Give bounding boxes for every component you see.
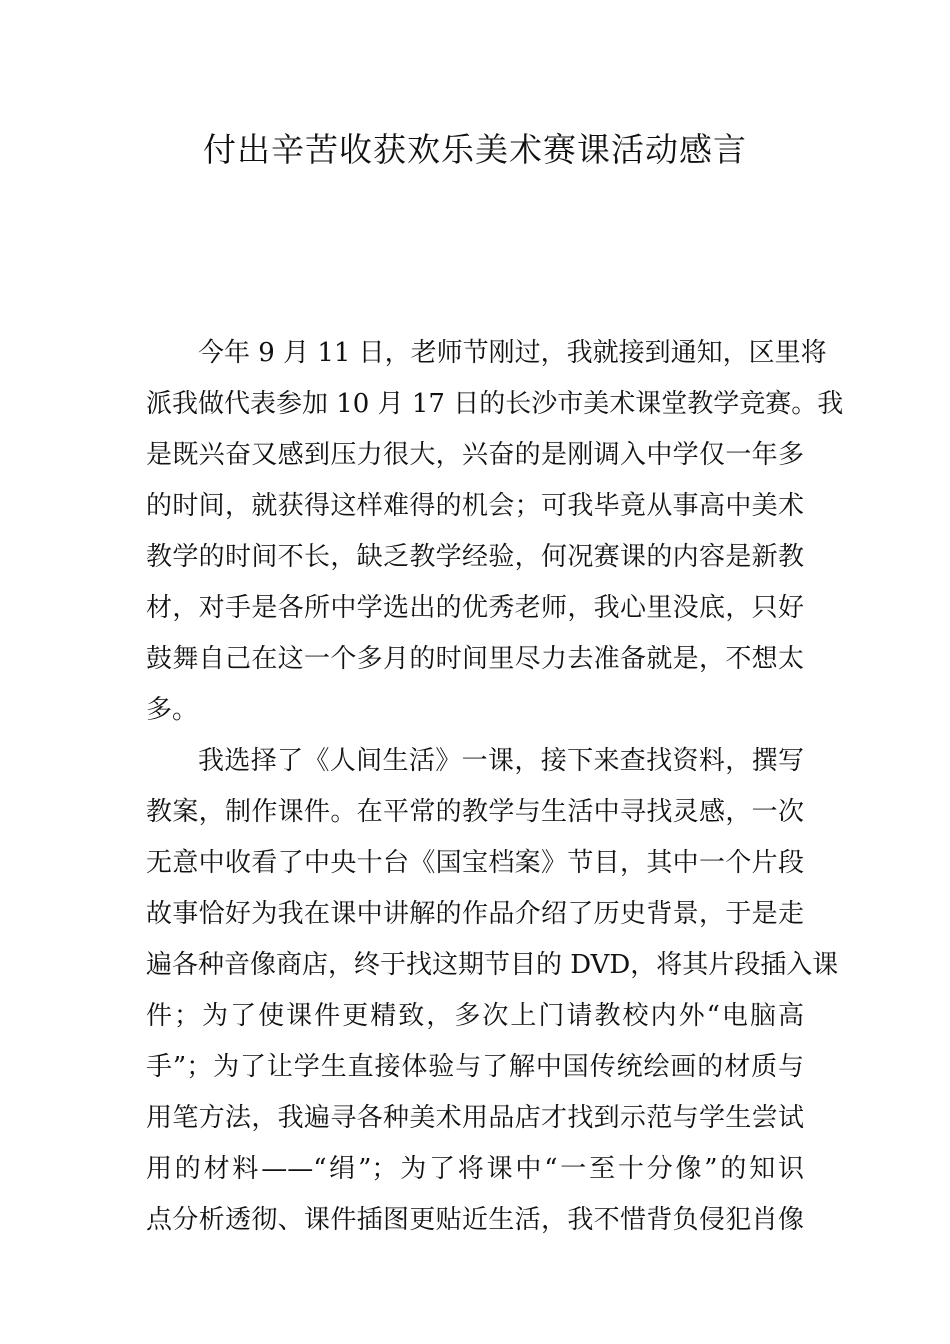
- text-line: 派我做代表参加 10 月 17 日的长沙市美术课堂教学竞赛。我: [146, 389, 844, 419]
- text-line: 遍各种音像商店，终于找这期节目的 DVD，将其片段插入课: [146, 950, 839, 980]
- text-line: 我选择了《人间生活》一课，接下来查找资料，撰写: [198, 746, 804, 776]
- paragraph: [146, 328, 844, 736]
- text-line: 件；为了使课件更精致，多次上门请教校内外“电脑高: [146, 1001, 804, 1031]
- text-line: 的时间，就获得这样难得的机会；可我毕竟从事高中美术: [146, 491, 804, 521]
- paragraph: [146, 736, 839, 1246]
- text-line: 教学的时间不长，缺乏教学经验，何况赛课的内容是新教: [146, 542, 804, 572]
- text-line: 点分析透彻、课件插图更贴近生活，我不惜背负侵犯肖像: [146, 1205, 804, 1235]
- text-line: 教案，制作课件。在平常的教学与生活中寻找灵感，一次: [146, 797, 804, 827]
- text-line: 故事恰好为我在课中讲解的作品介绍了历史背景，于是走: [146, 899, 804, 929]
- text-line: 无意中收看了中央十台《国宝档案》节目，其中一个片段: [146, 848, 804, 878]
- text-line: 手”；为了让学生直接体验与了解中国传统绘画的材质与: [146, 1052, 804, 1082]
- text-line: 是既兴奋又感到压力很大，兴奋的是刚调入中学仅一年多: [146, 440, 804, 470]
- text-line: 今年 9 月 11 日，老师节刚过，我就接到通知，区里将: [198, 338, 827, 368]
- text-line: 材，对手是各所中学选出的优秀老师，我心里没底，只好: [146, 593, 804, 623]
- text-line: 鼓舞自己在这一个多月的时间里尽力去准备就是，不想太: [146, 644, 804, 674]
- document-title: 付出辛苦收获欢乐美术赛课活动感言: [203, 130, 747, 169]
- text-line: 用笔方法，我遍寻各种美术用品店才找到示范与学生尝试: [146, 1103, 804, 1133]
- text-line: 多。: [146, 695, 199, 725]
- text-line: 用的材料——“绢”；为了将课中“一至十分像”的知识: [146, 1154, 804, 1184]
- document-body: [146, 328, 844, 1246]
